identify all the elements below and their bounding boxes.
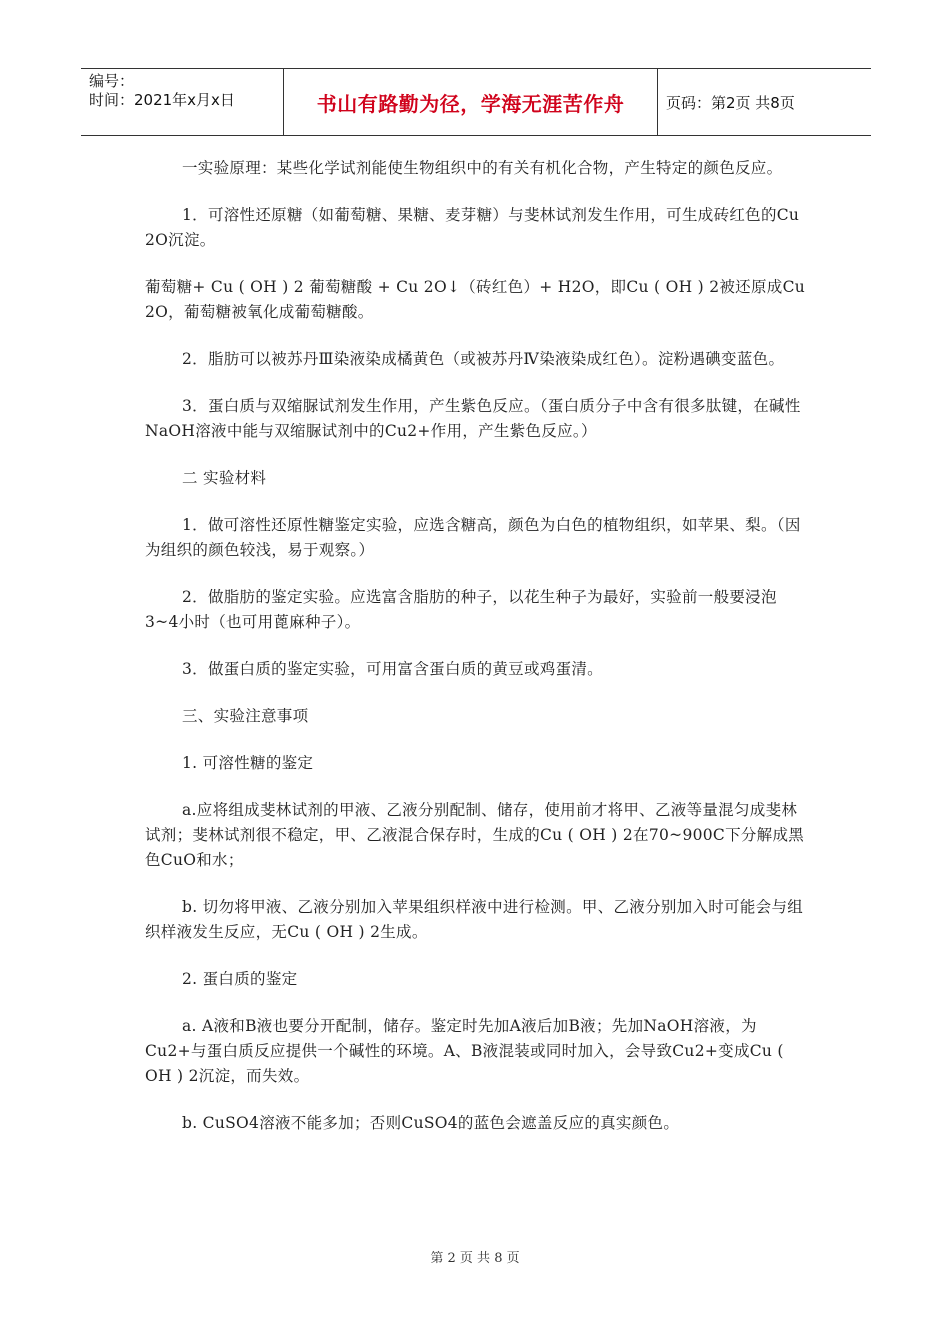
paragraph: 1．做可溶性还原性糖鉴定实验，应选含糖高，颜色为白色的植物组织，如苹果、梨。（因为组织的颜色较浅，易于观察。） bbox=[145, 516, 801, 559]
paragraph-equation: 葡萄糖+ Cu ( OH ) 2 葡萄糖酸 + Cu 2O↓（砖红色）+ H2O，即Cu ( OH ) 2被还原成Cu 2O，葡萄糖被氧化成葡萄糖酸。 bbox=[145, 278, 806, 321]
paragraph: 3．蛋白质与双缩脲试剂发生作用，产生紫色反应。（蛋白质分子中含有很多肽键，在碱性NaOH溶液中能与双缩脲试剂中的Cu2+作用，产生紫色反应。） bbox=[145, 397, 801, 440]
paragraph: 2．脂肪可以被苏丹Ⅲ染液染成橘黄色（或被苏丹Ⅳ染液染成红色）。淀粉遇碘变蓝色。 bbox=[182, 350, 785, 368]
paragraph: 2．做脂肪的鉴定实验。应选富含脂肪的种子，以花生种子为最好，实验前一般要浸泡3~4小时（也可用蓖麻种子）。 bbox=[145, 588, 777, 631]
paragraph: b. CuSO4溶液不能多加；否则CuSO4的蓝色会遮盖反应的真实颜色。 bbox=[182, 1114, 680, 1132]
page-footer: 第 2 页 共 8 页 bbox=[430, 1251, 520, 1266]
serial-label: 编号： bbox=[89, 72, 135, 90]
header-table bbox=[81, 68, 871, 136]
paragraph: 1．可溶性还原糖（如葡萄糖、果糖、麦芽糖）与斐林试剂发生作用，可生成砖红色的Cu 2O沉淀。 bbox=[145, 206, 800, 249]
page-label: 页码：第2页 共8页 bbox=[666, 93, 795, 112]
section-heading: 三、实验注意事项 bbox=[182, 707, 309, 725]
section-heading: 二 实验材料 bbox=[182, 469, 267, 487]
paragraph: a. A液和B液也要分开配制，储存。鉴定时先加A液后加B液；先加NaOH溶液，为Cu2+与蛋白质反应提供一个碱性的环境。A、B液混装或同时加入，会导致Cu2+变成Cu ( OH ) 2沉淀，而失效。 bbox=[145, 1017, 784, 1085]
header-right-cell bbox=[658, 69, 871, 135]
subsection-heading: 2. 蛋白质的鉴定 bbox=[182, 970, 298, 988]
paragraph: b. 切勿将甲液、乙液分别加入苹果组织样液中进行检测。甲、乙液分别加入时可能会与组织样液发生反应，无Cu ( OH ) 2生成。 bbox=[145, 898, 804, 941]
document-body bbox=[145, 156, 807, 1158]
header-center-cell bbox=[283, 69, 658, 135]
paragraph: a.应将组成斐林试剂的甲液、乙液分别配制、储存，使用前才将甲、乙液等量混匀成斐林试剂；斐林试剂很不稳定，甲、乙液混合保存时，生成的Cu ( OH ) 2在70~900C下分解成黑色CuO和水； bbox=[145, 801, 805, 869]
header-left-cell bbox=[81, 69, 283, 135]
subsection-heading: 1. 可溶性糖的鉴定 bbox=[182, 754, 314, 772]
paragraph: 3．做蛋白质的鉴定实验，可用富含蛋白质的黄豆或鸡蛋清。 bbox=[182, 660, 603, 678]
motto-text: 书山有路勤为径，学海无涯苦作舟 bbox=[316, 91, 625, 116]
date-label: 时间：2021年x月x日 bbox=[89, 91, 235, 109]
paragraph: 一实验原理：某些化学试剂能使生物组织中的有关有机化合物，产生特定的颜色反应。 bbox=[182, 159, 783, 177]
